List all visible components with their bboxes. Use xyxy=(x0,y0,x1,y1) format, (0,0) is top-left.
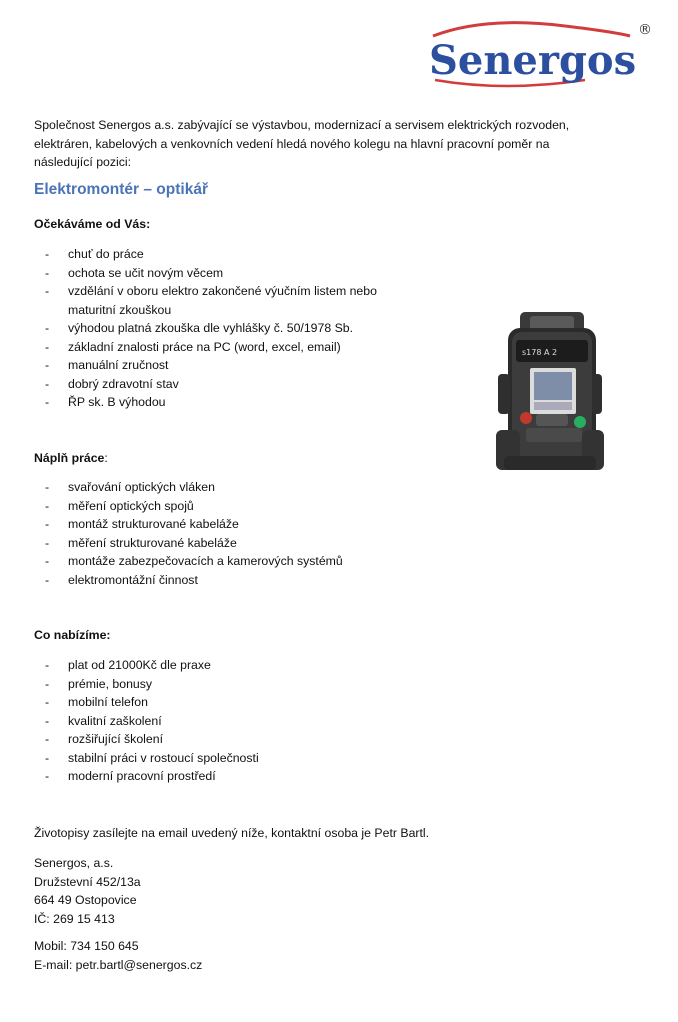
list-item: - rozšiřující školení xyxy=(45,732,163,746)
list-item: - manuální zručnost xyxy=(45,358,169,372)
list-item: - svařování optických vláken xyxy=(45,480,215,494)
list-item: - vzdělání v oboru elektro zakončené výučním listem nebo maturitní zkouškou xyxy=(45,284,377,317)
logo-wordmark: Senergos xyxy=(429,37,637,84)
registered-mark: ® xyxy=(638,22,652,38)
list-item: - kvalitní zaškolení xyxy=(45,713,162,728)
expect-list xyxy=(34,245,434,412)
city: 664 49 Ostopovice xyxy=(34,893,137,907)
list-item: - měření optických spojů xyxy=(45,498,194,513)
fusion-splicer-image xyxy=(486,310,606,478)
list-item: - prémie, bonusy xyxy=(45,676,153,691)
list-item: - výhodou platná zkouška dle vyhlášky č. 50/1978 Sb. xyxy=(45,321,354,335)
company-name: Senergos, a.s. xyxy=(34,856,114,870)
list-item: - měření strukturované kabeláže xyxy=(45,535,237,550)
duties-list xyxy=(34,478,434,589)
offer-list xyxy=(34,656,434,786)
job-title: Elektromontér – optikář xyxy=(34,181,208,198)
list-item: - moderní pracovní prostředí xyxy=(45,769,216,783)
street: Družstevní 452/13a xyxy=(34,874,141,889)
list-item: - mobilní telefon xyxy=(45,695,148,709)
list-item: - ŘP sk. B výhodou xyxy=(45,395,166,409)
list-item: - montáže zabezpečovacích a kamerových systémů xyxy=(45,554,343,568)
offer-heading: Co nabízíme: xyxy=(34,628,111,642)
contact-block xyxy=(34,937,202,974)
expect-heading: Očekáváme od Vás: xyxy=(34,217,151,231)
address-block xyxy=(34,854,141,928)
list-item: - montáž strukturované kabeláže xyxy=(45,517,239,531)
email[interactable]: E-mail: petr.bartl@senergos.cz xyxy=(34,957,203,972)
intro-paragraph: Společnost Senergos a.s. zabývající se výstavbou, modernizací a servisem elektrických rozvoden, elektráren, kabelových a venkovních vedení hledá nového kolegu na hlavní pracovní poměr na následující pozici: xyxy=(34,118,570,169)
company-id: IČ: 269 15 413 xyxy=(34,911,115,926)
list-item: - chuť do práce xyxy=(45,247,144,261)
list-item: - plat od 21000Kč dle praxe xyxy=(45,658,211,672)
list-item: - dobrý zdravotní stav xyxy=(45,376,179,391)
mobile: Mobil: 734 150 645 xyxy=(34,939,139,953)
list-item: - ochota se učit novým věcem xyxy=(45,265,224,280)
list-item: - základní znalosti práce na PC (word, excel, email) xyxy=(45,339,341,354)
list-item: - elektromontážní činnost xyxy=(45,572,198,587)
list-item: - stabilní práci v rostoucí společnosti xyxy=(45,750,259,765)
svg-text:s178 A 2: s178 A 2 xyxy=(522,348,558,357)
cv-note: Životopisy zasílejte na email uvedený níže, kontaktní osoba je Petr Bartl. xyxy=(34,826,430,840)
duties-heading: Náplň práce: xyxy=(34,451,108,465)
company-logo xyxy=(425,14,655,90)
